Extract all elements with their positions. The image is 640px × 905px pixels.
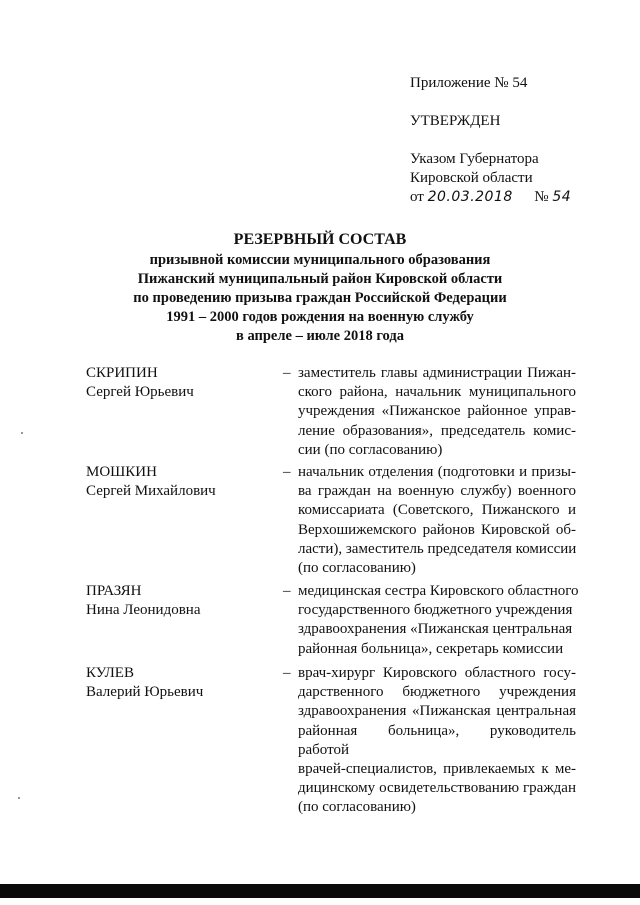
role-line: ва граждан на военную службу) военного	[298, 483, 576, 500]
title-line: Пижанский муниципальный район Кировской области	[137, 271, 503, 287]
role-line: районная больница», секретарь комиссии	[298, 640, 564, 657]
dash: –	[283, 665, 291, 681]
member-surname: КУЛЕВ	[86, 665, 134, 681]
member-given-name: Сергей Михайлович	[86, 483, 216, 499]
role-line: дицинскому освидетельствованию граждан	[298, 780, 576, 797]
appendix-number: Приложение № 54	[410, 75, 528, 91]
scan-speck	[21, 432, 23, 434]
role-line: учреждения «Пижанское районное управ-	[298, 403, 576, 420]
role-line: ление образования», председатель комис-	[298, 422, 576, 439]
number-label: №	[534, 189, 549, 205]
member-role	[298, 664, 576, 818]
member-role	[298, 582, 579, 659]
decree-line-1: Указом Губернатора	[410, 151, 539, 167]
member-role	[298, 463, 576, 578]
dash: –	[283, 583, 291, 599]
role-line: заместитель главы администрации Пижан-	[298, 365, 576, 381]
role-line: (по согласованию)	[298, 560, 416, 577]
member-given-name: Нина Леонидовна	[86, 602, 201, 618]
role-line: сии (по согласованию)	[298, 441, 443, 458]
member-surname: СКРИПИН	[86, 365, 158, 381]
role-line: начальник отделения (подготовки и призы-	[298, 464, 576, 480]
role-line: ласти), заместитель председателя комиссии	[298, 540, 577, 557]
role-line: дарственного бюджетного учреждения	[298, 684, 576, 701]
member-given-name: Сергей Юрьевич	[86, 384, 194, 400]
document-title	[0, 229, 640, 346]
role-line: медицинская сестра Кировского областного	[298, 583, 579, 599]
title-line: призывной комиссии муниципального образования	[149, 252, 491, 268]
title-main: РЕЗЕРВНЫЙ СОСТАВ	[233, 231, 407, 248]
role-line: государственного бюджетного учреждения	[298, 602, 573, 619]
role-line: здравоохранения «Пижанская центральная	[298, 621, 573, 638]
handwritten-number: 54	[552, 189, 572, 205]
member-role	[298, 364, 576, 460]
role-line: врач-хирург Кировского областного госу-	[298, 665, 576, 681]
dash: –	[283, 464, 291, 480]
title-line: по проведению призыва граждан Российской Федерации	[133, 290, 507, 306]
spacer	[410, 93, 571, 112]
title-line: в апреле – июле 2018 года	[236, 328, 404, 344]
role-line: Верхошижемского районов Кировской об-	[298, 521, 576, 538]
scan-edge-bar	[0, 884, 640, 898]
decree-date-line	[410, 188, 571, 207]
member-surname: ПРАЗЯН	[86, 583, 142, 599]
title-line: 1991 – 2000 годов рождения на военную службу	[166, 309, 474, 325]
role-line: врачей-специалистов, привлекаемых к ме-	[298, 761, 576, 778]
handwritten-date: 20.03.2018	[427, 189, 513, 205]
approval-block	[410, 74, 571, 207]
date-prefix: от	[410, 189, 424, 205]
member-surname: МОШКИН	[86, 464, 157, 480]
role-line: (по согласованию)	[298, 799, 416, 816]
scan-speck	[18, 797, 20, 799]
member-given-name: Валерий Юрьевич	[86, 684, 204, 700]
role-line: ского района, начальник муниципального	[298, 384, 576, 401]
role-line: районная больница», руководитель работой	[298, 722, 576, 758]
role-line: комиссариата (Советского, Пижанского и	[298, 502, 576, 519]
dash: –	[283, 365, 291, 381]
decree-line-2: Кировской области	[410, 170, 533, 186]
approved-label: УТВЕРЖДЕН	[410, 113, 501, 129]
spacer	[410, 131, 571, 150]
role-line: здравоохранения «Пижанская центральная	[298, 703, 576, 720]
